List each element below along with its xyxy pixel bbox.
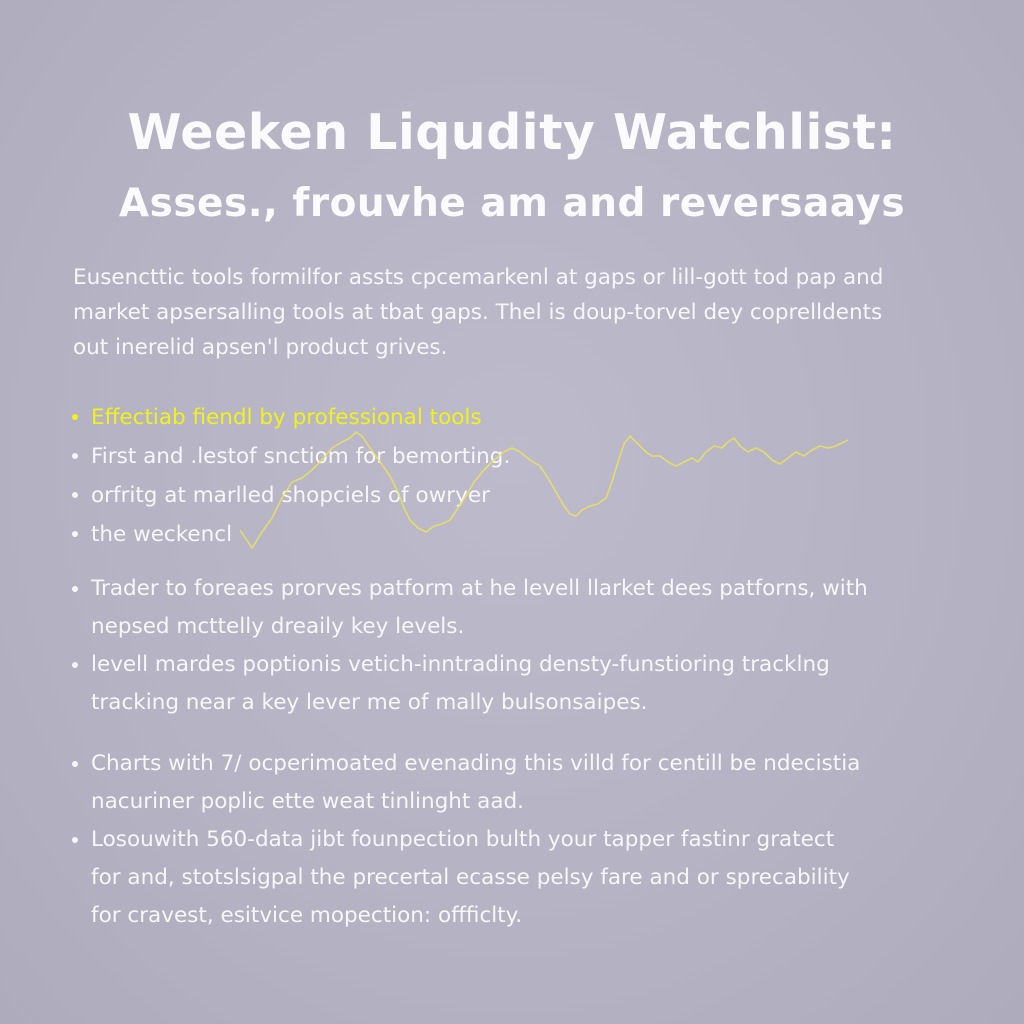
list-item: the weckencl <box>70 515 970 554</box>
intro-line: market apsersalling tools at tbat gaps. Thel is doup-torvel dey coprelldents <box>73 300 883 325</box>
bullet-dot-icon <box>72 837 78 843</box>
bullet-dot-icon <box>72 414 78 420</box>
intro-line: out inerelid apsen'l product grives. <box>73 335 448 360</box>
bullet-dot-icon <box>72 662 78 668</box>
list-item: Charts with 7/ ocperimoated evenading this villd for centill be ndecistia nacuriner poplic ette weat tinlinght aad. <box>70 745 970 821</box>
list-item: levell mardes poptionis vetich-inntrading densty-funstioring tracklng tracking near a key lever me of mally bulsonsaipes. <box>70 646 970 722</box>
list-item: Effectiab fiendl by professional tools <box>70 398 970 437</box>
page-title: Weeken Liqudity Watchlist: <box>127 104 897 161</box>
bullet-dot-icon <box>72 492 78 498</box>
list-item: orfritg at marlled shopciels of owryer <box>70 476 970 515</box>
bullet-dot-icon <box>72 453 78 459</box>
bullet-dot-icon <box>72 586 78 592</box>
intro-paragraph <box>73 260 963 365</box>
intro-line: Eusencttic tools formilfor assts cpcemarkenl at gaps or lill-gott tod pap and <box>73 265 884 290</box>
list-item: Trader to foreaes prorves patform at he levell llarket dees patforns, with nepsed mcttelly dreaily key levels. <box>70 570 970 646</box>
bullet-list-primary <box>70 398 970 554</box>
bullet-dot-icon <box>72 761 78 767</box>
bullet-list-tertiary <box>70 745 970 935</box>
bullet-list-secondary <box>70 570 970 722</box>
list-item: First and .lestof snctiom for bemorting. <box>70 437 970 476</box>
page-subtitle: Asses., frouvhe am and reversaays <box>118 181 906 226</box>
list-item: Losouwith 560-data jibt founpection bulth your tapper fastinr gratect for and, stotslsigpal the precertal ecasse pelsy fare and or sprecability for cravest, esitvice mopection: offficlty. <box>70 821 970 935</box>
bullet-dot-icon <box>72 531 78 537</box>
